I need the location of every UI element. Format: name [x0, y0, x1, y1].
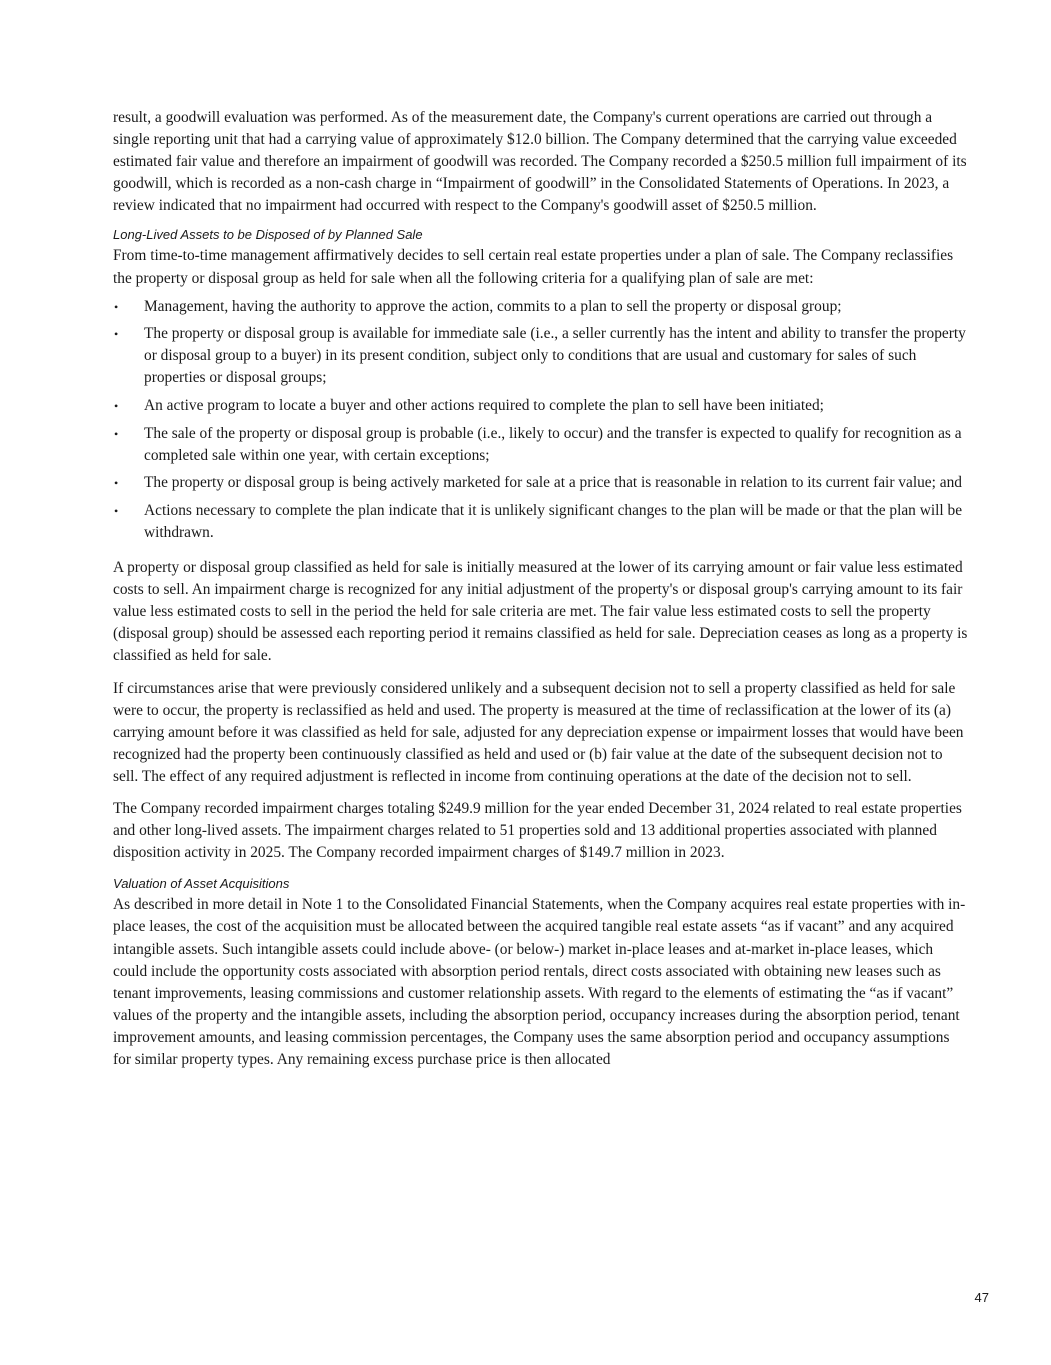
- list-item-text: Actions necessary to complete the plan indicate that it is unlikely significant changes to the plan will be made or that the plan will be withdrawn.: [144, 501, 963, 541]
- list-item-text: An active program to locate a buyer and other actions required to complete the plan to sell have been initiated;: [144, 397, 824, 415]
- bullet-icon: •: [114, 503, 119, 518]
- bullet-icon: •: [114, 399, 119, 414]
- page-number: 47: [974, 1290, 989, 1305]
- document-page: [113, 107, 970, 1081]
- bullet-icon: •: [114, 299, 119, 314]
- list-item-text: Management, having the authority to approve the action, commits to a plan to sell the property or disposal group;: [144, 297, 842, 315]
- paragraph-reclassification: If circumstances arise that were previously considered unlikely and a subsequent decision not to sell a property classified as held for sale were to occur, the property is reclassified as held and used. The property is measured at the time of reclassification at the lower of its (a) carrying amount before it was classified as held for sale, adjusted for any depreciation expense or impairment losses that would have been recognized had the property been continuously classified as held and used or (b) fair value at the date of the subsequent decision not to sell. The effect of any required adjustment is reflected in income from continuing operations at the date of the decision not to sell.: [113, 679, 964, 785]
- list-item: [113, 395, 970, 417]
- paragraph-asset-acquisitions: As described in more detail in Note 1 to the Consolidated Financial Statements, when the Company acquires real estate properties with in-place leases, the cost of the acquisition must be allocated between the acquired tangible real estate assets “as if vacant” and any acquired intangible assets. Such intangible assets could include above- (or below-) market in-place leases and at-market in-place leases, which could include the opportunity costs associated with absorption period rentals, direct costs associated with obtaining new leases such as tenant improvements, leasing commissions and customer relationship assets. With regard to the elements of estimating the “as if vacant” values of the property and the intangible assets, including the absorption period, occupancy increases during the absorption period, tenant improvement amounts, and leasing commission percentages, the Company uses the same absorption period and occupancy assumptions for similar property types. Any remaining excess purchase price is then allocated: [113, 896, 966, 1068]
- list-item-text: The property or disposal group is being actively marketed for sale at a price that is reasonable in relation to its current fair value; and: [144, 474, 962, 492]
- list-item: [113, 500, 970, 544]
- paragraph-impairment-charges: The Company recorded impairment charges totaling $249.9 million for the year ended December 31, 2024 related to real estate properties and other long-lived assets. The impairment charges related to 51 properties sold and 13 additional properties associated with planned disposition activity in 2025. The Company recorded impairment charges of $149.7 million in 2023.: [113, 800, 962, 862]
- bullet-icon: •: [114, 426, 119, 441]
- list-item: [113, 423, 970, 467]
- criteria-bullet-list: [113, 296, 970, 544]
- paragraph-goodwill-evaluation: result, a goodwill evaluation was performed. As of the measurement date, the Company's current operations are carried out through a single reporting unit that had a carrying value of approximately $12.0 billion. The Company determined that the carrying value exceeded estimated fair value and therefore an impairment of goodwill was recorded. The Company recorded a $250.5 million full impairment of its goodwill, which is recorded as a non-cash charge in “Impairment of goodwill” in the Consolidated Statements of Operations. In 2023, a review indicated that no impairment had occurred with respect to the Company's goodwill asset of $250.5 million.: [113, 109, 967, 215]
- list-item-text: The sale of the property or disposal group is probable (i.e., likely to occur) and the transfer is expected to qualify for recognition as a completed sale within one year, with certain exceptions;: [144, 424, 962, 464]
- heading-valuation-asset-acquisitions: Valuation of Asset Acquisitions: [113, 876, 290, 892]
- paragraph-plan-of-sale-intro: From time-to-time management affirmatively decides to sell certain real estate properties under a plan of sale. The Company reclassifies the property or disposal group as held for sale when all the following criteria for a qualifying plan of sale are met:: [113, 247, 954, 287]
- list-item: [113, 472, 970, 494]
- bullet-icon: •: [114, 327, 119, 342]
- bullet-icon: •: [114, 476, 119, 491]
- heading-long-lived-assets: Long-Lived Assets to be Disposed of by Planned Sale: [113, 227, 423, 243]
- list-item: [113, 323, 970, 389]
- list-item: [113, 296, 970, 318]
- paragraph-held-for-sale-measurement: A property or disposal group classified as held for sale is initially measured at the lower of its carrying amount or fair value less estimated costs to sell. An impairment charge is recognized for any initial adjustment of the property's or disposal group's carrying amount to its fair value less estimated costs to sell in the period the held for sale criteria are met. The fair value less estimated costs to sell the property (disposal group) should be assessed each reporting period it remains classified as held for sale. Depreciation ceases as long as a property is classified as held for sale.: [113, 559, 968, 665]
- list-item-text: The property or disposal group is available for immediate sale (i.e., a seller currently has the intent and ability to transfer the property or disposal group to a buyer) in its present condition, subject only to conditions that are usual and customary for sales of such properties or disposal groups;: [144, 325, 966, 387]
